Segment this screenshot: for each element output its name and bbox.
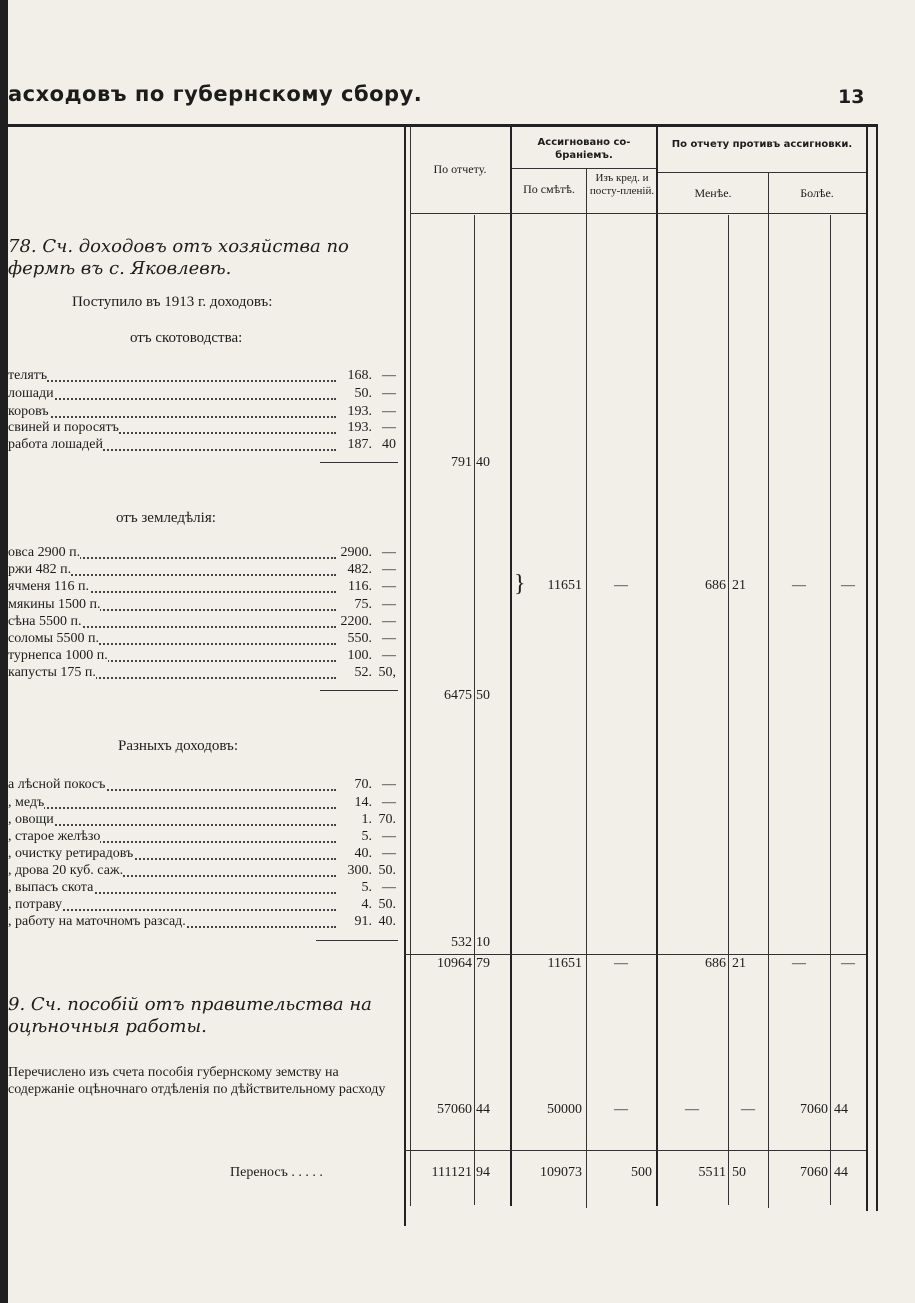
table-line-left-inner [410,126,411,1206]
subtotal-rule [404,954,866,955]
list-item: , потраву 4. 50. [8,897,396,912]
sec78-total-cop: 79 [476,956,490,971]
subhead-scot: отъ скотоводства: [130,330,243,346]
list-item: ржи 482 п. 482. — [8,562,396,577]
col-po-otchetu: По отчету. [433,162,487,176]
sec78-total-menee-cop: 21 [732,956,746,971]
list-item: , дрова 20 куб. саж. 300. 50. [8,863,396,878]
perenos-rule [404,1150,866,1151]
list-item: капусты 175 п. 52. 50, [8,665,396,680]
list-item: телятъ 168. — [8,368,396,383]
sec78-total-smeta: 11651 [547,956,582,971]
sec78-total-kred: — [614,956,628,971]
sec78-total-rub: 10964 [437,956,472,971]
perenos-rub: 111121 [431,1165,472,1180]
header-rule-assign [512,168,656,169]
section-79-text: Перечислено изъ счета пособія губернскому земству на содержаніе оцѣночнаго отдѣленія по дѣйствительному расходу [8,1065,386,1097]
list-item: турнепса 1000 п. 100. — [8,648,396,663]
list-item: , медъ 14. — [8,795,396,810]
sec79-rub: 57060 [437,1102,472,1117]
page-number: 13 [838,86,865,108]
list-item: работа лошадей 187. 40 [8,437,396,452]
sec78-total-menee-rub: 686 [705,956,726,971]
list-item: , старое желѣзо 5. — [8,829,396,844]
sec78-total-bolee-cop: — [841,956,855,971]
list-item: коровъ 193. — [8,404,396,419]
zem-total-rub: 6475 [444,688,472,703]
table-line-right-outer [876,126,878,1211]
assign-smeta: 11651 [547,578,582,593]
col-assign: Ассигновано со-браніемъ. [537,137,631,161]
col-iz-kred: Изъ кред. и посту-пленій. [589,172,655,197]
brace-mark: } [514,571,526,597]
perenos-bolee-rub: 7060 [800,1165,828,1180]
scot-total-rub: 791 [451,455,472,470]
table-line-left [404,126,406,1226]
sec79-bolee-cop: 44 [834,1102,848,1117]
assign-bolee-rub: — [792,578,806,593]
table-line-right [866,126,868,1211]
section-78-title: 78. Сч. доходовъ отъ хозяйства по фермѣ въ с. Яковлевѣ. [8,236,349,279]
subtotal-line [320,462,398,463]
perenos-label: Переносъ . . . . . [230,1165,323,1180]
table-line-kred [586,168,587,1208]
list-item: сѣна 5500 п. 2200. — [8,614,396,629]
sec79-menee-cop: — [741,1102,755,1117]
col-po-smete: По смѣтѣ. [523,182,575,196]
sec79-cop: 44 [476,1102,490,1117]
header-rule-otchet [658,172,866,173]
col-menee: Менѣе. [694,186,732,200]
perenos-smeta: 109073 [540,1165,582,1180]
subtotal-line [316,940,398,941]
list-item: , выпасъ скота 5. — [8,880,396,895]
subhead-zem: отъ земледѣлія: [116,510,216,526]
page-header-title: асходовъ по губернскому сбору. [8,82,423,106]
perenos-menee-cop: 50 [732,1165,746,1180]
table-line-kop3 [830,215,831,1205]
list-item: мякины 1500 п. 75. — [8,597,396,612]
perenos-kred: 500 [631,1165,652,1180]
subtotal-line [320,690,398,691]
table-line-otchet [656,126,658,1206]
table-line-assign [510,126,512,1206]
assign-menee-rub: 686 [705,578,726,593]
perenos-menee-rub: 5511 [698,1165,726,1180]
header-bottom-rule [410,213,866,214]
assign-kred: — [614,578,628,593]
perenos-bolee-cop: 44 [834,1165,848,1180]
assign-bolee-cop: — [841,578,855,593]
section-78-received: Поступило въ 1913 г. доходовъ: [72,294,273,310]
page-binding-edge [0,0,8,1303]
table-line-kop2 [728,215,729,1205]
sec79-kred: — [614,1102,628,1117]
table-line-kop1 [474,215,475,1205]
list-item: ячменя 116 п. 116. — [8,579,396,594]
sec79-bolee-rub: 7060 [800,1102,828,1117]
list-item: , работу на маточномъ разсад. 91. 40. [8,914,396,929]
section-79-title: 9. Сч. пособій отъ правительства на оцѣночныя работы. [8,994,372,1037]
sec78-total-bolee-rub: — [792,956,806,971]
col-po-otchetu-protiv: По отчету противъ ассигновки. [671,139,853,150]
zem-total-cop: 50 [476,688,490,703]
header-rule [8,124,878,127]
sec79-menee-rub: — [685,1102,699,1117]
list-item: овса 2900 п. 2900. — [8,545,396,560]
assign-menee-cop: 21 [732,578,746,593]
raz-total-rub: 532 [451,935,472,950]
list-item: , овощи 1. 70. [8,812,396,827]
list-item: свиней и поросятъ 193. — [8,420,396,435]
sec79-smeta: 50000 [547,1102,582,1117]
subhead-raz: Разныхъ доходовъ: [118,738,238,754]
list-item: а лѣсной покосъ 70. — [8,777,396,792]
perenos-cop: 94 [476,1165,490,1180]
scot-total-cop: 40 [476,455,490,470]
table-line-bolee [768,172,769,1208]
list-item: лошади 50. — [8,386,396,401]
list-item: , очистку ретирадовъ 40. — [8,846,396,861]
col-bolee: Болѣе. [800,186,834,200]
list-item: соломы 5500 п. 550. — [8,631,396,646]
raz-total-cop: 10 [476,935,490,950]
